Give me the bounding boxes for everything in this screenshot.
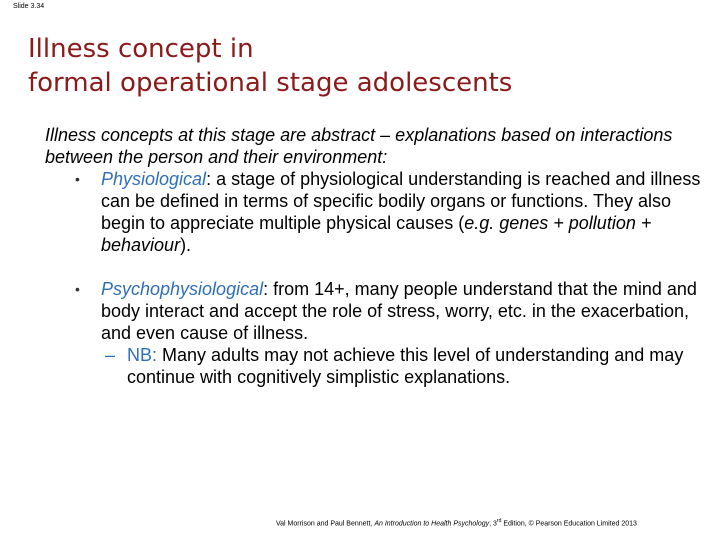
- footer-edition-prefix: , 3: [489, 520, 497, 528]
- dash-icon: –: [105, 345, 116, 365]
- bullet-term: Psychophysiological: [101, 279, 264, 299]
- footer-authors: Val Morrison and Paul Bennett,: [276, 520, 375, 528]
- bullet-psychophysiological: [45, 278, 705, 344]
- slide-body: [45, 124, 705, 388]
- footer-edition-sup: rd: [496, 518, 502, 524]
- sub-bullet-text: Many adults may not achieve this level of understanding and may continue with cognitively simplistic explanations.: [127, 345, 684, 387]
- bullet-dot-icon: •: [75, 281, 80, 297]
- sub-bullet-label: NB:: [127, 345, 158, 365]
- bullet-term: Physiological: [101, 169, 207, 189]
- bullet-physiological: [45, 168, 705, 256]
- footer-edition-suffix: Edition, © Pearson Education Limited 2013: [501, 520, 637, 528]
- bullet-example: e.g. genes + pollution + behaviour: [101, 213, 652, 255]
- sub-bullet-nb: [45, 344, 705, 388]
- bullet-dot-icon: •: [75, 171, 80, 187]
- title-line-1: Illness concept in: [28, 34, 254, 64]
- bullet-text: : a stage of physiological understanding is reached and illness can be defined in terms of specific bodily organs or functions. They also begin to appreciate multiple physical causes (: [101, 169, 701, 233]
- footer-book-title: An Introduction to Health Psychology: [374, 520, 490, 528]
- title-line-2: formal operational stage adolescents: [28, 68, 513, 98]
- slide-title: [28, 32, 688, 100]
- intro-text: Illness concepts at this stage are abstract – explanations based on interactions between the person and their environment:: [45, 125, 673, 167]
- bullet-text: : from 14+, many people understand that the mind and body interact and accept the role of stress, worry, etc. in the exacerbation, and even cause of illness.: [101, 279, 697, 343]
- bullet-text-end: ).: [180, 235, 192, 255]
- slide-number: Slide 3.34: [13, 3, 45, 10]
- footer-citation: [276, 518, 716, 527]
